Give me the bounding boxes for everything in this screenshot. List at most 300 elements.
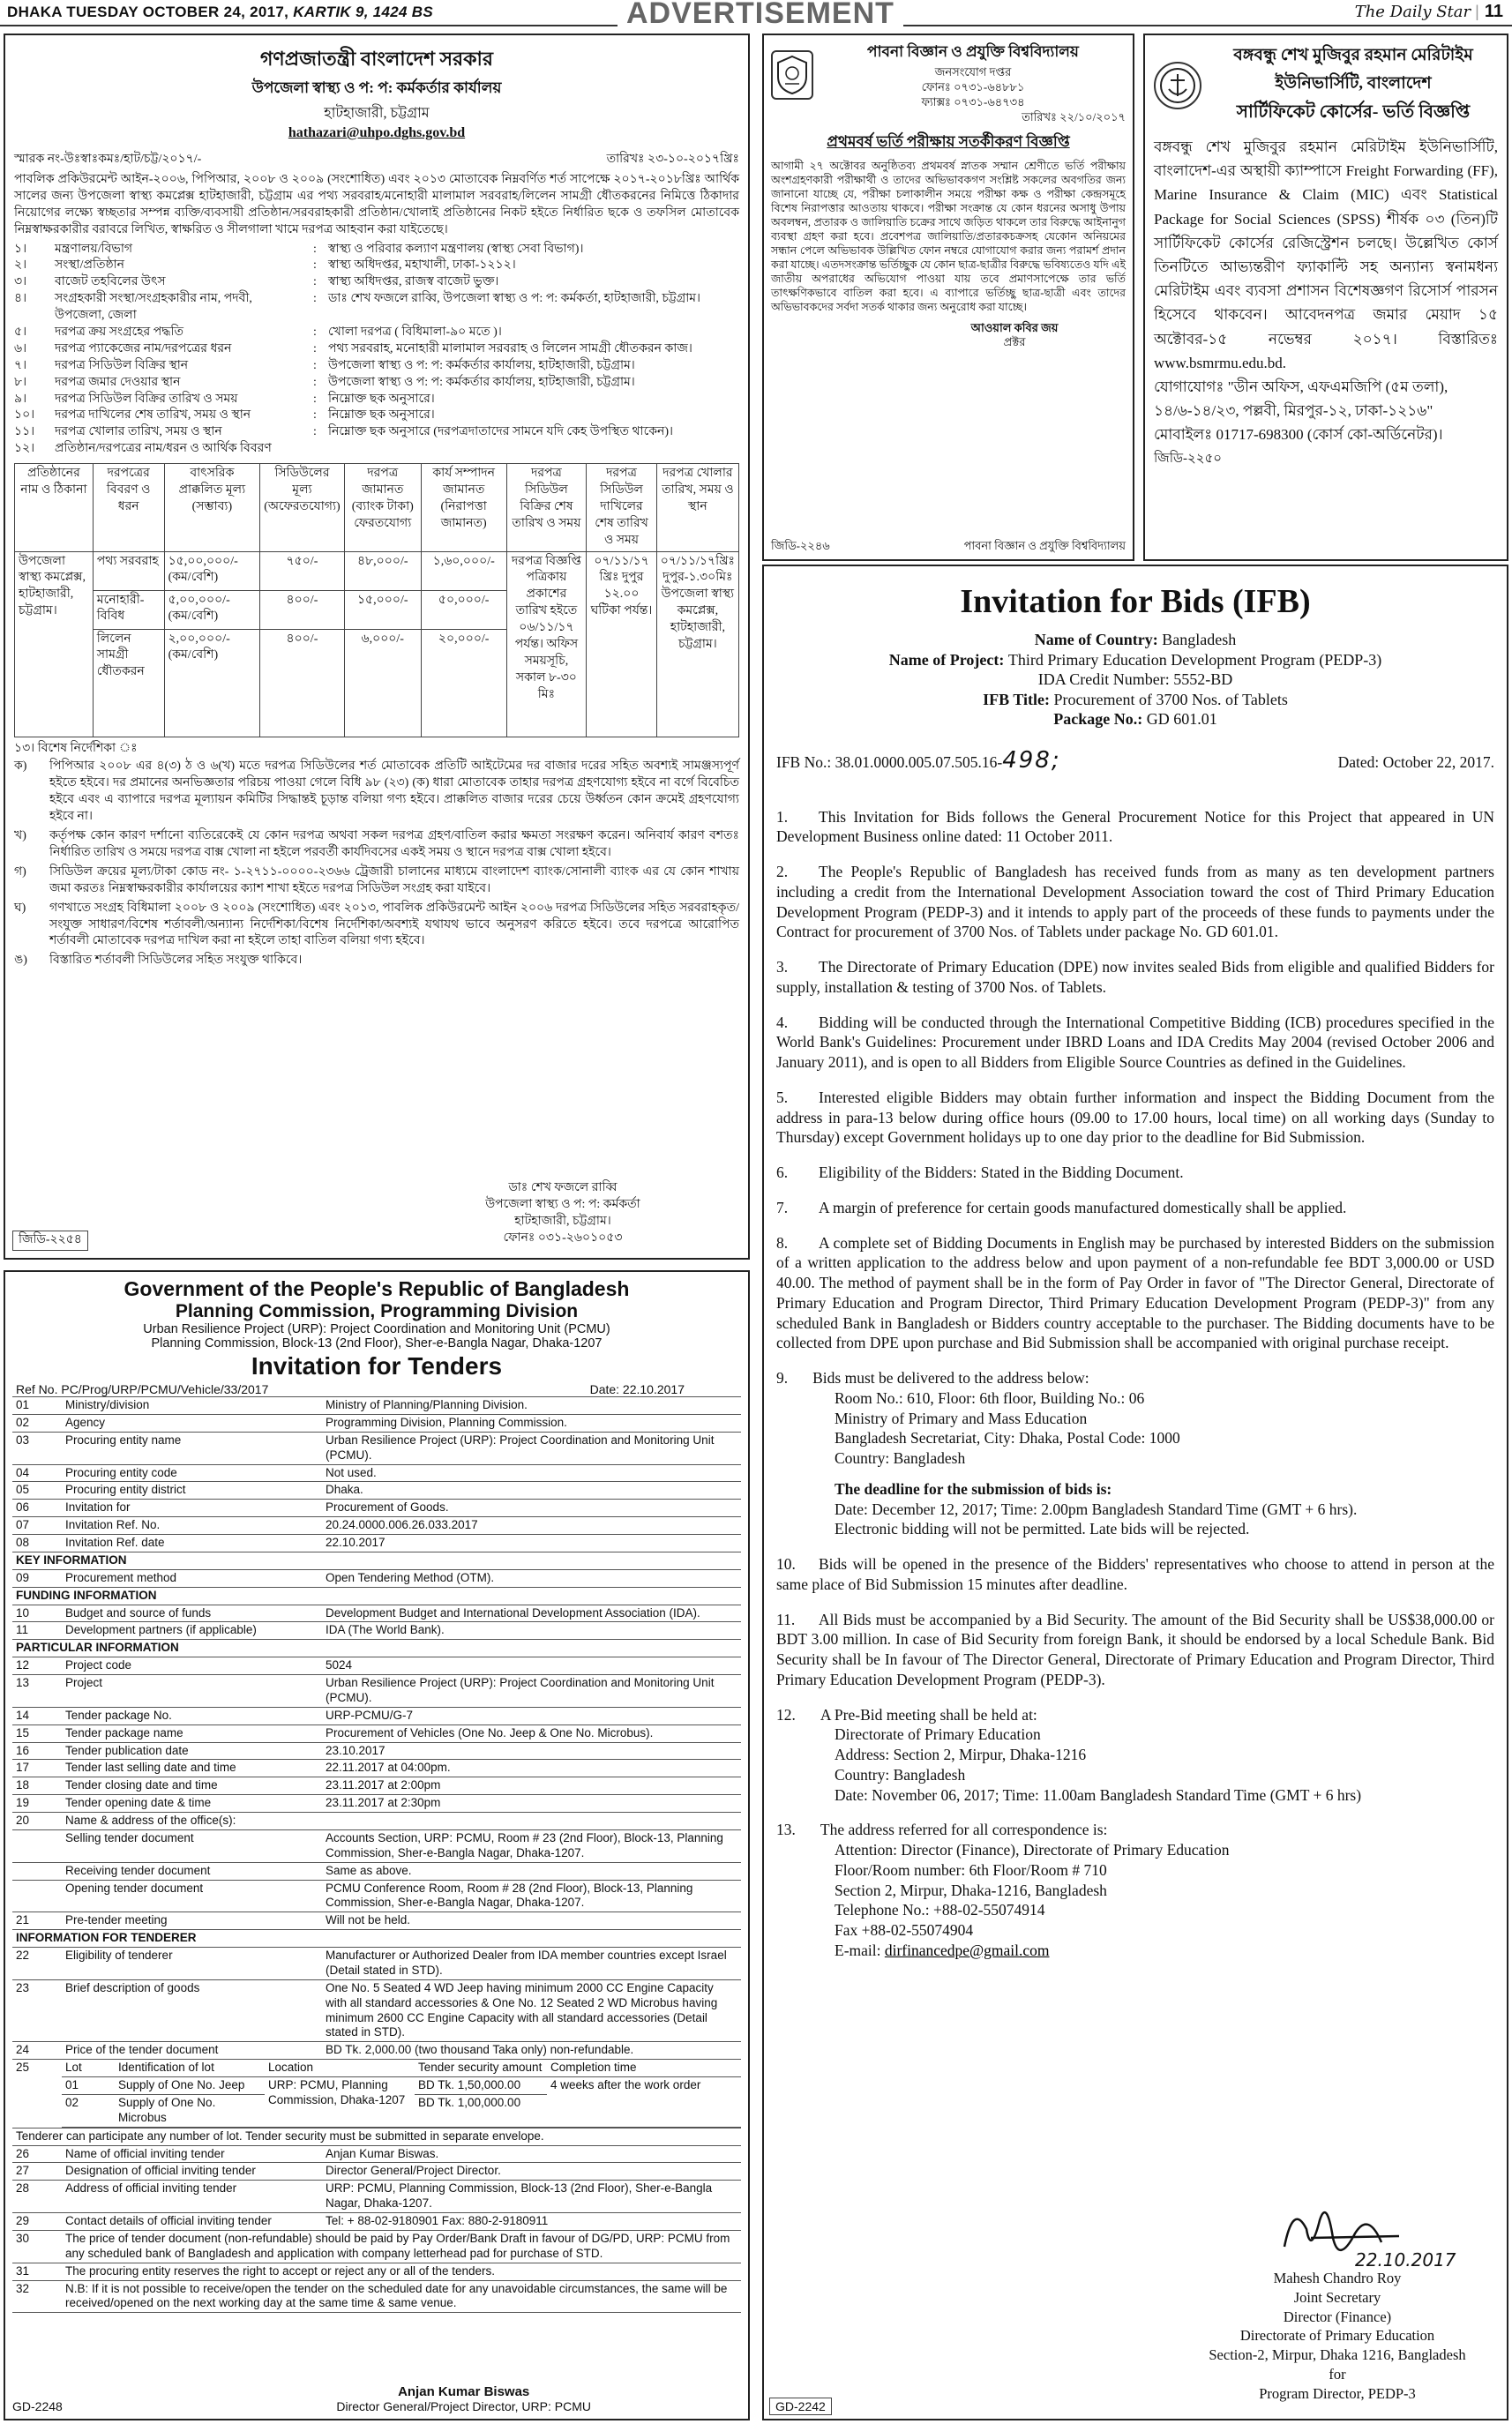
ad1-intro: পাবলিক প্রকিউরমেন্ট আইন-২০০৬, পিপিআর, ২০০৮ ও ২০০৯ (সংশোধিত) এবং ২০১৩ মোতাবেক নিম্নবর্ণিত শর্ত সাপেক্ষে ২০১৭-২০১৮খ্রিঃ আর্থিক সালের জন্য উপজেলা স্বাস্থ্য কমপ্লেক্স হাটহাজারী, চট্টগ্রাম এর পথ্য সরবরাহ/মনোহারী মালামাল সরবরাহ/লিলেন সামগ্রী ধৌতকরনের নিমিত্তে ঠিকাদার নিয়োগের লক্ষ্যে স্বচ্ছতার সম্পন্ন ব্যক্তি/ব্যবসায়ী প্রতিষ্ঠান/সরবরাহকারী প্রতিষ্ঠান/খোলাই প্রতিষ্ঠানের নিকট হইতে নির্ধারিত ছকে ও তফসিল মোতাবেক নিম্নস্বাক্ষরকারীর বরাবরে লিখিত, স্বাক্ষরিত ও সীলগালা খামে দরপত্র আহবান করা যাইতেছে। [14, 173, 739, 236]
table-cell [322, 1813, 741, 1830]
col-header: প্রতিষ্ঠানের নাম ও ঠিকানা [15, 464, 94, 551]
table-cell: Procuring entity district [62, 1482, 322, 1500]
table-cell: 06 [12, 1500, 62, 1517]
list-item: ১০। দরপত্র দাখিলের শেষ তারিখ, সময় ও স্থান : নিম্নোক্ত ছক অনুসারে। [14, 408, 435, 423]
lot-note: Tenderer can participate any number of lot. Tender security must be submitted in separate envelope. [12, 2128, 741, 2145]
table-cell: 15 [12, 1724, 62, 1742]
table-cell: Contact details of official inviting tender [62, 2213, 322, 2231]
paragraph-13: 13. The address referred for all correspondence is: Attention: Director (Finance), Directorate of Primary Education Floor/Room number: 6th Floor/Room # 710 Section 2, Mirpur, Dhaka-1216, Bangladesh Telephone No.: +88-02-55074914 Fax +88-02-55074904 E-mail: dirfinancedpe@gmail.com [776, 1821, 1230, 1959]
ad2-footer [771, 539, 1126, 554]
table-row [12, 2213, 741, 2231]
signer-program: Program Director, PEDP-3 [1259, 2384, 1416, 2402]
table-cell: 20.24.0000.006.26.033.2017 [322, 1517, 741, 1535]
section-heading-row [12, 1552, 741, 1569]
col-header: Tender security amount [415, 2060, 547, 2076]
package-no: GD 601.01 [1146, 710, 1217, 728]
ad1-title: গণপ্রজাতন্ত্রী বাংলাদেশ সরকার [259, 48, 494, 70]
table-row: 30 The price of tender document (non-refundable) should be paid by Pay Order/Bank Draft in favour of DG/PD, URP: PCMU from any scheduled bank of Bangladesh and application with company letterhead pad for purchase of STD. [12, 2231, 741, 2263]
table-cell: 07 [12, 1517, 62, 1535]
ad4-ref-line [12, 1382, 741, 1397]
masthead-dateline [7, 4, 433, 21]
ad3-gd-code: জিডি-২২৫০ [1154, 452, 1223, 467]
table-row [12, 1862, 741, 1880]
table-row [12, 1464, 741, 1482]
table-row [12, 1777, 741, 1795]
table-cell: Invitation for [62, 1500, 322, 1517]
paragraph: 7. A margin of preference for certain goods manufactured domestically shall be applied. [776, 1198, 1347, 1216]
ad2-body: আগামী ২৭ অক্টোবর অনুষ্ঠিতব্য প্রথমবর্ষ স্নাতক সম্মান শ্রেণীতে ভর্তি পরীক্ষায় অংশগ্রহণকারী পরীক্ষার্থী ও তাদের অভিভাবকগণ সংশ্লিষ্ট সকলের অবগতির জন্য জানানো যাচ্ছে যে, পরীক্ষা চলাকালীন সময়ে পরীক্ষা কক্ষ ও পরীক্ষা কেন্দ্রসমূহে বিশেষ নিরাপত্তার আওতায় থাকবে। পরীক্ষা সংক্রান্ত যে কোন ধরনের অসাধু উপায় অবলম্বন, প্রতারক ও জালিয়াতি চক্রের সাথে জড়িত থাকলে তার বিরুদ্ধে আইনানুগ ব্যবস্থা গ্রহণ করা হবে। প্রবেশপত্র জালিয়াতি/প্রতারকচক্রসহ যেকোন অনিয়মের সন্ধান পেলে অভিভাবক উল্লিখিত ফোন নম্বরে যোগাযোগ করার জন্য পরামর্শ প্রদান করা যাচ্ছে। এতদসংক্রান্ত ভর্তিচ্ছুক যে কোন ছাত্র-ছাত্রীর বিরুদ্ধে ভবিষ্যতেও যদি এই জাতীয় অপরাধের অভিযোগ পাওয়া যায় তবে প্রমাণসাপেক্ষে তার ভর্তি তাৎক্ষণিকভাবে বাতিল করা হবে। এ ব্যাপারে ভর্তিচ্ছু ছাত্র-ছাত্রী এবং তাদের অভিভাবকদের সর্বদা সতর্ক থাকার জন্য অনুরোধ করা যাচ্ছে। [771, 159, 1126, 313]
signer-address: Section-2, Mirpur, Dhaka 1216, Bangladesh [1209, 2346, 1466, 2364]
note-item: গ) সিডিউল ক্রয়ের মূল্য/টাকা কোড নং- ১-২৭১১-০০০০-২৩৬৬ ট্রেজারী চালানের মাধ্যমে বাংলাদেশ ব্যাংক/সোনালী ব্যাংক এর যে কোন শাখায় জমা করতঃ নিম্নস্বাক্ষরকারীর কার্যালয়ের ক্যাশ শাখা হইতে দরপত্র সিডিউল সংগ্রহ করা যাইবে। [14, 864, 739, 895]
ad2-headline: প্রথমবর্ষ ভর্তি পরীক্ষায় সতর্কীকরণ বিজ্ঞপ্তি [827, 132, 1070, 150]
ad2-title: পাবনা বিজ্ঞান ও প্রযুক্তি বিশ্ববিদ্যালয় [867, 43, 1079, 60]
col-header: দরপত্রের বিবরণ ও ধরন [93, 464, 164, 551]
ad1-tender-table [14, 463, 739, 737]
table-cell: 18 [12, 1777, 62, 1795]
table-cell: পথ্য সরবরাহ [94, 552, 164, 591]
table-cell: Tender closing date and time [62, 1777, 322, 1795]
col-header: কার্য সম্পাদন জামানত (নিরাপত্তা জামানত) [421, 464, 506, 551]
table-row [12, 2181, 741, 2213]
paragraph: 6. Eligibility of the Bidders: Stated in the Bidding Document. [776, 1163, 1184, 1181]
section-heading: KEY INFORMATION [12, 1552, 741, 1569]
masthead [0, 0, 1512, 30]
table-cell: ৫০,০০০/- [422, 591, 506, 630]
table-row [12, 1948, 741, 1980]
ad2-phone: ফোনঃ ০৭৩১-৬৪৮৮১ [921, 79, 1025, 94]
ad4-notes-table [12, 2231, 741, 2313]
table-cell: Tender last selling date and time [62, 1760, 322, 1777]
table-cell: 05 [12, 1482, 62, 1500]
table-cell: Urban Resilience Project (URP): Project Coordination and Monitoring Unit (PCMU). [322, 1675, 741, 1708]
col-header: বাৎসরিক প্রাক্কলিত মূল্য (সম্ভাব্য) [164, 464, 260, 551]
table-cell: Anjan Kumar Biswas. [322, 2146, 741, 2163]
table-cell: URP: PCMU, Planning Commission, Block-13 (2nd Floor), Sher-e-Bangla Nagar, Dhaka-1207. [322, 2181, 741, 2213]
signer-org: Directorate of Primary Education [1239, 2327, 1435, 2345]
col-header: দরপত্র জামানত (ব্যাংক টাকা) ফেরতযোগ্য [344, 464, 421, 551]
note-item: ঘ) গণখাতে সংগ্রহ বিধিমালা ২০০৮ ও ২০০৯ (সংশোধিত) এবং ২০১৩, পাবলিক প্রকিউরমেন্ট আইন ২০০৬ দরপত্র সিডিউলের সহিত সরবরাহকৃত/সংযুক্ত সাধারণ/বিশেষ শর্তাবলী/অন্যান্য নির্দেশিকা/বিশেষ নির্দেশিকা/অবশ্যই যথাযথ ভাবে অনুসরণ করিতে হইবে। তবে দরপত্রে আরোপিত শর্তাবলী মোতাবেক দরপত্র দাখিল করা না হইলে তাহা বাতিল বলিয়া গণ্য হইবে। [14, 901, 739, 948]
ad-maritime-university [1143, 34, 1508, 561]
maritime-logo-icon [1154, 62, 1201, 109]
table-cell: Brief description of goods [62, 1979, 322, 2042]
paragraph-12: 12. A Pre-Bid meeting shall be held at: Directorate of Primary Education Address: Section 2, Mirpur, Dhaka-1216 Country: Bangladesh Date: November 06, 2017; Time: 11.00am Bangladesh Standard Time (GMT + 6 hrs) [776, 1705, 1362, 1804]
table-row [12, 1500, 741, 1517]
table-cell: ৪০০/- [286, 632, 318, 646]
section-heading: FUNDING INFORMATION [12, 1587, 741, 1605]
table-cell: 28 [12, 2181, 62, 2213]
ad1-gd-code: জিডি-২২৫৪ [12, 1231, 88, 1251]
ad4-lot-table [12, 2060, 741, 2145]
table-row [12, 1707, 741, 1724]
table-cell: Project code [62, 1657, 322, 1675]
signer-role: Director (Finance) [1283, 2308, 1392, 2325]
section-heading: PARTICULAR INFORMATION [12, 1640, 741, 1657]
col-header: দরপত্র খোলার তারিখ, সময় ও স্থান [656, 464, 738, 551]
ad2-signer [903, 321, 1126, 351]
table-cell: ১৫,০০০/- [345, 591, 421, 630]
section-heading-row [12, 1930, 741, 1948]
address-line: Ministry of Primary and Mass Education [835, 1409, 1088, 1427]
table-cell: ০৭/১১/১৭ খ্রিঃ দুপুর ১২.০০ ঘটিকা পর্যন্ত। [587, 551, 657, 737]
table-row [12, 1605, 741, 1622]
col-header: Completion time [547, 2060, 741, 2076]
deadline-heading: The deadline for the submission of bids is: [835, 1479, 1112, 1498]
col-header: Lot [62, 2060, 115, 2076]
table-cell: 22 [12, 1948, 62, 1980]
table-cell: Urban Resilience Project (URP): Project Coordination and Monitoring Unit (PCMU). [322, 1432, 741, 1464]
signature-date: 22.10.2017 [1355, 2249, 1456, 2271]
table-row [12, 1675, 741, 1708]
table-row [12, 1517, 741, 1535]
table-cell: 16 [12, 1742, 62, 1760]
paragraph: 4. Bidding will be conducted through the International Competitive Bidding (ICB) procedures specified in the World Bank's Guidelines: Procurement under IBRD Loans and IDA Credits May 2004 (revised October 2006 and January 2011), and is open to all Bidders from Eligible Source Countries as defined in the Guidelines. [776, 1013, 1494, 1071]
table-cell: মনোহারী-বিবিধ [94, 591, 164, 630]
signer-name: Anjan Kumar Biswas [398, 2384, 530, 2399]
table-cell: Tender opening date & time [62, 1795, 322, 1813]
ad4-official-table [12, 2146, 741, 2231]
table-cell: Selling tender document [62, 1829, 322, 1862]
table-cell: 12 [12, 1657, 62, 1675]
table-cell: Tel: + 88-02-9180901 Fax: 880-2-9180911 [322, 2213, 741, 2231]
ad4-project: Urban Resilience Project (URP): Project Coordination and Monitoring Unit (PCMU) [143, 1322, 610, 1336]
table-cell: 22.10.2017 [322, 1535, 741, 1552]
col-header: দরপত্র সিডিউল বিক্রির শেষ তারিখ ও সময় [506, 464, 587, 551]
address-line: Room No.: 610, Floor: 6th floor, Building No.: 06 [835, 1388, 1145, 1407]
table-row [12, 1432, 741, 1464]
table-row [12, 2163, 741, 2181]
list-item: ২। সংস্থা/প্রতিষ্ঠান : স্বাস্থ্য অধিদপ্তর, মহাখালী, ঢাকা-১২১২। [14, 258, 516, 273]
section-heading-row [12, 1640, 741, 1657]
ad2-office: জনসংযোগ দপ্তর [934, 65, 1012, 79]
note-item: খ) কর্তৃপক্ষ কোন কারণ দর্শানো ব্যতিরেকেই যে কোন দরপত্র অথবা সকল দরপত্র গ্রহণ/বাতিল করার ক্ষমতা সংরক্ষণ করেন। অনিবার্য কারণ বশতঃ নির্ধারিত তারিখ ও সময়ে দরপত্র বাক্স খোলা না হইলে পরবর্তী কার্যদিবসের একই সময় ও স্থানে দরপত্র বাক্স খোলা হইবে। [14, 829, 739, 859]
table-cell: Not used. [322, 1464, 741, 1482]
ad5-gd-code: GD-2242 [769, 2398, 832, 2415]
table-cell: ৭৫০/- [260, 552, 344, 591]
ad3-body: বঙ্গবন্ধু শেখ মুজিবুর রহমান মেরিটাইম ইউনিভার্সিটি, বাংলাদেশ-এর অস্থায়ী ক্যাম্পাসে Freight Forwarding (FF), Marine Insurance & Claim (MIC) এবং Statistical Package for Social Sciences (SPSS) শীর্ষক ০৩ (তিন)টি সার্টিফিকেট কোর্সের রেজিস্ট্রেশন চলছে। উল্লেখিত কোর্স তিনটিতে আভ্যন্তরীণ ফ্যাকাল্টি সহ অন্যান্য স্বনামধন্য মেরিটাইম এবং ব্যবসা প্রশাসন বিশেষজ্ঞগণ রিসোর্স পারসন হিসেবে থাকবেন। আবেদনপত্র জমার মেয়াদ ১৫ অক্টোবর-১৫ নভেম্বর ২০১৭। বিস্তারিতঃ www.bsmrmu.edu.bd. [1154, 138, 1498, 371]
ad3-title-line1: বঙ্গবন্ধু শেখ মুজিবুর রহমান মেরিটাইম [1233, 46, 1473, 64]
signer-title: Director General/Project Director, URP: PCMU [336, 2399, 591, 2413]
dateline-italic: KARTIK 9, 1424 BS [293, 4, 434, 20]
table-cell: 09 [12, 1569, 62, 1587]
table-cell: 11 [12, 1622, 62, 1640]
table-cell: ৪৮,০০০/- [345, 552, 421, 591]
list-item: ১১। দরপত্র খোলার তারিখ, সময় ও স্থান : নিম্নোক্ত ছক অনুসারে (দরপত্রদাতাদের সামনে যদি কেহ উপস্থিত থাকেন)। [14, 425, 674, 439]
table-row [12, 1795, 741, 1813]
table-cell: Designation of official inviting tender [62, 2163, 322, 2181]
label: Name of Country [1034, 631, 1153, 648]
table-cell: Project [62, 1675, 322, 1708]
deadline-note: Electronic bidding will not be permitted. Late bids will be rejected. [835, 1520, 1250, 1538]
table-cell: Ministry of Planning/Planning Division. [322, 1397, 741, 1414]
table-cell: Opening tender document [62, 1880, 322, 1912]
country: Bangladesh [1162, 631, 1237, 648]
table-cell: Development partners (if applicable) [62, 1622, 322, 1640]
ad2-gd-code: জিডি-২২৪৬ [771, 539, 830, 553]
table-cell: 29 [12, 2213, 62, 2231]
table-cell: 23.11.2017 at 2:30pm [322, 1795, 741, 1813]
table-row [12, 1760, 741, 1777]
table-cell: ২,০০,০০০/- (কম/বেশি) [168, 632, 230, 662]
signer-for: for [1329, 2365, 1346, 2383]
table-cell: Accounts Section, URP: PCMU, Room # 23 (2nd Floor), Block-13, Planning Commission, Sher-e-Bangla Nagar, Dhaka-1207. [322, 1829, 741, 1862]
ad2-footer-org: পাবনা বিজ্ঞান ও প্রযুক্তি বিশ্ববিদ্যালয় [963, 539, 1126, 553]
table-row [12, 1622, 741, 1640]
paragraph-9: 9. Bids must be delivered to the address below: Room No.: 610, Floor: 6th floor, Building No.: 06 Ministry of Primary and Mass Education Bangladesh Secretariat, City: Dhaka, Postal Code: 1000 Country: Bangladesh The deadline for the submission of bids is: Date: December 12, 2017; Time: 2.00pm Bangladesh Standard Time (GMT + 6 hrs). Electronic bidding will not be permitted. Late bids will be rejected. [776, 1368, 1494, 1539]
table-cell: Procuring entity name [62, 1432, 322, 1464]
list-item: ৩। বাজেট তহবিলের উৎস : স্বাস্থ্য অধিদপ্তর, রাজস্ব বাজেট ভুক্ত। [14, 275, 499, 289]
list-item: ১২। প্রতিষ্ঠান/দরপত্রের নাম/ধরন ও আর্থিক বিবরণ [14, 442, 272, 456]
list-item: ৬। দরপত্র প্যাকেজের নাম/দরপত্রের ধরন : পথ্য সরবরাহ, মনোহারী মালামাল সরবরাহ ও লিলেন সামগ্রী ধৌতকরন কাজ। [14, 341, 692, 355]
paragraph: 2. The People's Republic of Bangladesh has received funds from as many as ten development partners including a credit from the International Development Association toward the cost of Third Primary Education Development Program (PEDP-3) and it intends to apply part of the proceeds of these funds to payments under the Contract for procurement of 3700 Nos. of Tablets under package No. GD 601.01. [776, 863, 1494, 941]
table-cell: Pre-tender meeting [62, 1912, 322, 1930]
note-item: ক) পিপিআর ২০০৮ এর ৪(৩) ঠ ও ৬(খ) মতে দরপত্র সিডিউলের শর্ত মোতাবেক প্রতিটি আইটেমের দর বাজার দরের সহিত অবশ্যই সামঞ্জস্যপূর্ণ হইতে হইবে। দর প্রমানের অনভিজ্ঞতার পরিচয় পাওয়া গেলে বিধি ৯৮ (২৩) (ক) ধারা মোতাবেক তাহার দরপত্র গ্রহণযোগ্য হইবে না বর্গে বিবেচিত হইবে এবং এ ব্যাপারে দরপত্র মূল্যায়ন কমিটির সিদ্ধান্তই চূড়ান্ত বলিয়া গণ্য হইবে। প্রাক্কলিত বাজার দরের চেয়ে উর্ধ্বতন কোন ক্রমেই গ্রহণযোগ্য হইবে না। [14, 759, 739, 824]
table-cell: Invitation Ref. No. [62, 1517, 322, 1535]
list-item: ১। মন্ত্রণালয়/বিভাগ : স্বাস্থ্য ও পরিবার কল্যাণ মন্ত্রণালয় (স্বাস্থ্য সেবা বিভাগ)। [14, 242, 584, 256]
table-cell: লিলেন সামগ্রী ধৌতকরন [96, 632, 145, 679]
table-row: 01 Supply of One No. Jeep URP: PCMU, Planning Commission, Dhaka-1207 BD Tk. 1,50,000.00 4 weeks after the work order [62, 2077, 741, 2095]
table-row: 02 Supply of One No. Microbus BD Tk. 1,00,000.00 [62, 2094, 741, 2127]
table-cell [12, 1829, 62, 1862]
paper-name: The Daily Star [1354, 3, 1471, 21]
table-cell: 02 [12, 1414, 62, 1432]
table-cell: Price of the tender document [62, 2042, 322, 2060]
table-row [12, 1535, 741, 1552]
table-cell: ৫,০০,০০০/- (কম/বেশি) [165, 591, 260, 630]
table-cell: 14 [12, 1707, 62, 1724]
table-cell: ১৫,০০,০০০/- (কম/বেশি) [165, 552, 260, 591]
ad2-date: তারিখঃ ২২/১০/২০১৭ [1022, 109, 1126, 123]
table-cell: 13 [12, 1675, 62, 1708]
email-link[interactable]: dirfinancedpe@gmail.com [884, 1941, 1050, 1959]
table-row [12, 1880, 741, 1912]
ad-invitation-for-bids [762, 565, 1508, 2420]
list-item: ৯। দরপত্র সিডিউল বিক্রির তারিখ ও সময় : নিম্নোক্ত ছক অনুসারে। [14, 392, 435, 406]
table-cell: 24 [12, 2042, 62, 2060]
ad4-info-table [12, 1397, 741, 2060]
table-cell: Name of official inviting tender [62, 2146, 322, 2163]
table-cell: 27 [12, 2163, 62, 2181]
table-cell: Tender package name [62, 1724, 322, 1742]
ad5-title: Invitation for Bids (IFB) [960, 583, 1311, 620]
table-cell: Agency [62, 1414, 322, 1432]
ad1-signature-block [430, 1180, 695, 1247]
paragraph: 10. Bids will be opened in the presence of the Bidders' representatives who choose to attend in person at the same place of Bid Submission 15 minutes after deadline. [776, 1555, 1494, 1593]
deadline-date: Date: December 12, 2017; Time: 2.00pm Bangladesh Standard Time (GMT + 6 hrs). [835, 1500, 1358, 1518]
ad4-footer [12, 2384, 741, 2413]
ad-hathazari-tender [4, 34, 750, 1260]
table-row [12, 1724, 741, 1742]
table-cell: One No. 5 Seated 4 WD Jeep having minimum 2000 CC Engine Capacity with all standard accessories & One No. 12 Seated 2 WD Microbus having minimum 2600 CC Engine Capacity with all standard accessories (Detail stated in STD). [322, 1979, 741, 2042]
signer-name: আওয়াল কবির জয় [970, 320, 1059, 334]
table-cell: ১,৬০,০০০/- [422, 552, 506, 591]
table-cell: 08 [12, 1535, 62, 1552]
list-item: ৪। সংগ্রহকারী সংস্থা/সংগ্রহকারীর নাম, পদবী, উপজেলা, জেলা : ডাঃ শেখ ফজলে রাব্বি, উপজেলা স্বাস্থ্য ও প: প: কর্মকর্তা, হাটহাজারী, চট্টগ্রাম। [14, 292, 701, 323]
table-row [12, 1912, 741, 1930]
table-cell: Tender publication date [62, 1742, 322, 1760]
signer-title: প্রক্টর [1003, 335, 1026, 349]
ad4-government: Government of the People's Republic of Bangladesh [124, 1277, 630, 1300]
table-row: 32 N.B: If it is not possible to receive/open the tender on the scheduled date for any unavoidable circumstances, the same will be received/opened on the next working day at the same time & same venue. [12, 2280, 741, 2313]
table-cell: 04 [12, 1464, 62, 1482]
table-cell: 23.11.2017 at 2:00pm [322, 1777, 741, 1795]
table-cell: Open Tendering Method (OTM). [322, 1569, 741, 1587]
ad1-info-list [14, 242, 739, 459]
paragraph: 11. All Bids must be accompanied by a Bid Security. The amount of the Bid Security shall be US$38,000.00 or BDT 3.00 million. In case of Bid Security from foreign Bank, it should be endorsed by a local Schedule Bank. Bid Security shall be In favour of The Director General, Directorate of Primary Education and Program Director, Third Primary Education Development Program (PEDP-3). [776, 1610, 1494, 1688]
table-cell: Procurement of Vehicles (One No. Jeep & One No. Microbus). [322, 1724, 741, 1742]
university-logo-icon [771, 50, 813, 100]
table-cell: 10 [12, 1605, 62, 1622]
section-heading-row [12, 1587, 741, 1605]
signer-location: হাটহাজারী, চট্টগ্রাম। [514, 1215, 611, 1229]
col-header: দরপত্র সিডিউল দাখিলের শেষ তারিখ ও সময় [587, 464, 657, 551]
ad3-title-line2: ইউনিভার্সিটি, বাংলাদেশ [1275, 74, 1432, 93]
signer-name: Mahesh Chandro Roy [1273, 2270, 1402, 2286]
table-cell: 21 [12, 1912, 62, 1930]
ad-pabna-university [762, 34, 1134, 561]
table-cell: 22.11.2017 at 04:00pm. [322, 1760, 741, 1777]
table-cell [12, 1862, 62, 1880]
list-item: ৮। দরপত্র জমার দেওয়ার স্থান : উপজেলা স্বাস্থ্য ও প: প: কর্মকর্তার কার্যালয়, হাটহাজারী, চট্টগ্রাম। [14, 375, 635, 389]
table-cell: Eligibility of tenderer [62, 1948, 322, 1980]
table-cell: 03 [12, 1432, 62, 1464]
ad1-office: উপজেলা স্বাস্থ্য ও প: প: কর্মকর্তার কার্যালয় [251, 79, 502, 96]
table-cell: 25 [12, 2060, 62, 2128]
ad5-ifb-line [776, 747, 1494, 774]
table-cell: Tender package No. [62, 1707, 322, 1724]
list-item: ৭। দরপত্র সিডিউল বিক্রির স্থান : উপজেলা স্বাস্থ্য ও প: প: কর্মকর্তার কার্যালয়, হাটহাজারী, চট্টগ্রাম। [14, 358, 635, 372]
table-cell: Programming Division, Planning Commission. [322, 1414, 741, 1432]
table-cell: Director General/Project Director. [322, 2163, 741, 2181]
ida-credit: IDA Credit Number: 5552-BD [1037, 670, 1233, 688]
table-header-row [15, 464, 739, 551]
col-header: Location [265, 2060, 415, 2076]
masthead-right: The Daily Star | 11 [1354, 2, 1503, 21]
table-row: 31 The procuring entity reserves the right to accept or reject any or all of the tenders. [12, 2263, 741, 2280]
table-row [12, 1397, 741, 1414]
table-cell: ২০,০০০/- [438, 632, 490, 646]
section-heading: INFORMATION FOR TENDERER [12, 1930, 741, 1948]
paragraph: 3. The Directorate of Primary Education (DPE) now invites sealed Bids from eligible and qualified Bidders for supply, installation & testing of 3700 Nos. of Tablets. [776, 958, 1494, 996]
ad5-date: Dated: October 22, 2017. [1337, 752, 1494, 771]
signer-title: Joint Secretary [1293, 2288, 1381, 2306]
table-cell: 01 [12, 1397, 62, 1414]
table-cell: 26 [12, 2146, 62, 2163]
table-cell: Address of official inviting tender [62, 2181, 322, 2213]
table-row [15, 551, 739, 737]
table-row [12, 1742, 741, 1760]
dateline-text: DHAKA TUESDAY OCTOBER 24, 2017, [7, 4, 289, 20]
ifb-no: IFB No.: 38.01.0000.005.07.505.16- [776, 752, 1003, 771]
table-cell: PCMU Conference Room, Room # 28 (2nd Floor), Block-13, Planning Commission, Sher-e-Bangla Nagar, Dhaka-1207. [322, 1880, 741, 1912]
ad1-memo-no: স্মারক নং-উঃস্বাঃকমঃ/হাট/চট্ট/২০১৭/- [14, 153, 202, 166]
ad4-ref-no: Ref No. PC/Prog/URP/PCMU/Vehicle/33/2017 [16, 1382, 269, 1396]
table-cell: URP-PCMU/G-7 [322, 1707, 741, 1724]
table-row [12, 1569, 741, 1587]
table-row [12, 1979, 741, 2042]
table-cell: উপজেলা স্বাস্থ্য কমপ্লেক্স, হাটহাজারী, চট্টগ্রাম। [15, 551, 94, 737]
table-cell: 23 [12, 1979, 62, 2042]
list-item: ৫। দরপত্র ক্রয় সংগ্রহের পদ্ধতি : খোলা দরপত্র ( বিধিমালা-৯০ মতে )। [14, 325, 502, 340]
ad1-notes [14, 759, 739, 969]
ad5-signature-block [1179, 2269, 1496, 2403]
ifb-title: Procurement of 3700 Nos. of Tablets [1053, 690, 1288, 708]
ad5-paragraphs [776, 807, 1494, 1961]
note-item: ঙ) বিস্তারিত শর্তাবলী সিডিউলের সহিত সংযুক্ত থাকিবে। [14, 954, 303, 968]
table-cell: Name & address of the office(s): [62, 1813, 322, 1830]
table-row [12, 1657, 741, 1675]
table-cell: ৪০০/- [260, 591, 344, 630]
table-row [12, 1482, 741, 1500]
table-cell: 20 [12, 1813, 62, 1830]
table-cell: 17 [12, 1760, 62, 1777]
paragraph: 8. A complete set of Bidding Documents in English may be purchased by interested Bidders on the submission of a written application to the address below and upon payment of a non-refundable fee BDT 3,000.00 or USD 40.00. The method of payment shall be in the form of Pay Order in favor of "The Director General, Directorate of Primary Education and Program Director, Third Primary Education Development Program (PEDP-3)" from any scheduled Bank in Bangladesh or Bidders country acceptable to the purchaser. The Bidding documents have to be collected from DPE upon purchase and Bid Submission shall be accompanied with original purchase receipt. [776, 1233, 1494, 1352]
table-row [12, 1813, 741, 1830]
table-row [12, 1829, 741, 1862]
table-cell: Receiving tender document [62, 1862, 322, 1880]
ad3-headline: সার্টিফিকেট কোর্সের- ভর্তি বিজ্ঞপ্তি [1236, 102, 1471, 122]
signer-phone: ফোনঃ ০৩১-২৬০১০৫৩ [503, 1231, 623, 1246]
col-header: Identification of lot [115, 2060, 265, 2076]
ad1-location: হাটহাজারী, চট্টগ্রাম [324, 106, 430, 121]
ad4-division: Planning Commission, Programming Division [175, 1301, 579, 1321]
table-cell: IDA (The World Bank). [322, 1622, 741, 1640]
col-header: সিডিউলের মূল্য (অফেরতযোগ্য) [260, 464, 345, 551]
table-cell: 19 [12, 1795, 62, 1813]
table-cell: Invitation Ref. date [62, 1535, 322, 1552]
paragraph: 5. Interested eligible Bidders may obtain further information and inspect the Bidding Document from the address in para-13 below during office hours (09.00 to 17.00 hours, local time) on all working days (Sunday to Thursday) except Government holidays up to one day prior to the deadline for Bid Submission. [776, 1088, 1494, 1147]
label: Package No.: [1053, 710, 1143, 728]
table-cell: Procurement of Goods. [322, 1500, 741, 1517]
table-cell: Budget and source of funds [62, 1605, 322, 1622]
label: IFB Title: [983, 690, 1050, 708]
ad5-header: Name of Country: Bangladesh Name of Project: Third Primary Education Development Program (PEDP-3) IDA Credit Number: 5552-BD IFB Title: Procurement of 3700 Nos. of Tablets Package No.: GD 601.01 [776, 630, 1494, 729]
project-name: Third Primary Education Development Program (PEDP-3) [1007, 650, 1382, 669]
table-row [12, 1414, 741, 1432]
table-cell: ০৭/১১/১৭খ্রিঃ দুপুর-১.৩০মিঃ উপজেলা স্বাস্থ্য কমপ্লেক্স, হাটহাজারী, চট্টগ্রাম। [656, 551, 738, 737]
table-cell [12, 1880, 62, 1912]
table-cell: Will not be held. [322, 1912, 741, 1930]
ad4-date: Date: 22.10.2017 [589, 1382, 685, 1396]
table-cell: Same as above. [322, 1862, 741, 1880]
table-cell: ৬,০০০/- [361, 632, 404, 646]
ad3-mobile: মোবাইলঃ 01717-698300 (কোর্স কো-অর্ডিনেটর)। [1154, 426, 1443, 444]
signer-name: ডাঃ শেখ ফজলে রাব্বি [508, 1181, 618, 1195]
page-number: 11 [1484, 2, 1503, 21]
label: Name of Project [888, 650, 999, 669]
ad1-date: তারিখঃ ২৩-১০-২০১৭খ্রিঃ [606, 153, 739, 166]
table-cell: BD Tk. 2,000.00 (two thousand Taka only) non-refundable. [322, 2042, 741, 2060]
table-cell: Ministry/division [62, 1397, 322, 1414]
table-cell: Development Budget and International Development Association (IDA). [322, 1605, 741, 1622]
table-cell: Procurement method [62, 1569, 322, 1587]
ad3-contact: যোগাযোগঃ "ডীন অফিস, এফএমজিপি (৫ম তলা), ১৪/৬-১৪/২৩, পল্লবী, মিরপুর-১২, ঢাকা-১২১৬" [1154, 378, 1448, 420]
address-line: Country: Bangladesh [835, 1449, 966, 1467]
table-cell: দরপত্র বিজ্ঞপ্তি পত্রিকায় প্রকাশের তারিখ হইতে ০৬/১১/১৭ পর্যন্ত। অফিস সময়সূচি, সকাল ৮-৩০ মিঃ [506, 551, 587, 737]
table-cell: Manufacturer or Authorized Dealer from IDA member countries except Israel (Detail stated in STD). [322, 1948, 741, 1980]
table-row [12, 2146, 741, 2163]
paragraph: 1. This Invitation for Bids follows the General Procurement Notice for this Project that appeared in UN Development Business online dated: 11 October 2011. [776, 807, 1494, 846]
ad-planning-commission-tender [4, 1270, 750, 2420]
ad1-notes-heading: ১৩। বিশেষ নির্দেশিকা ঃ [14, 741, 138, 755]
ad2-fax: ফ্যাক্সঃ ০৭৩১-৬৪৭৩৪ [921, 94, 1025, 108]
table-row [12, 2042, 741, 2060]
ad4-address: Planning Commission, Block-13 (2nd Floor), Sher-e-Bangla Nagar, Dhaka-1207 [151, 1336, 603, 1350]
signer-title: উপজেলা স্বাস্থ্য ও প: প: কর্মকর্তা [485, 1198, 640, 1212]
table-cell: Procuring entity code [62, 1464, 322, 1482]
ad1-email-link[interactable]: hathazari@uhpo.dghs.gov.bd [288, 125, 466, 140]
table-cell: 23.10.2017 [322, 1742, 741, 1760]
section-title: ADVERTISEMENT [618, 0, 903, 31]
